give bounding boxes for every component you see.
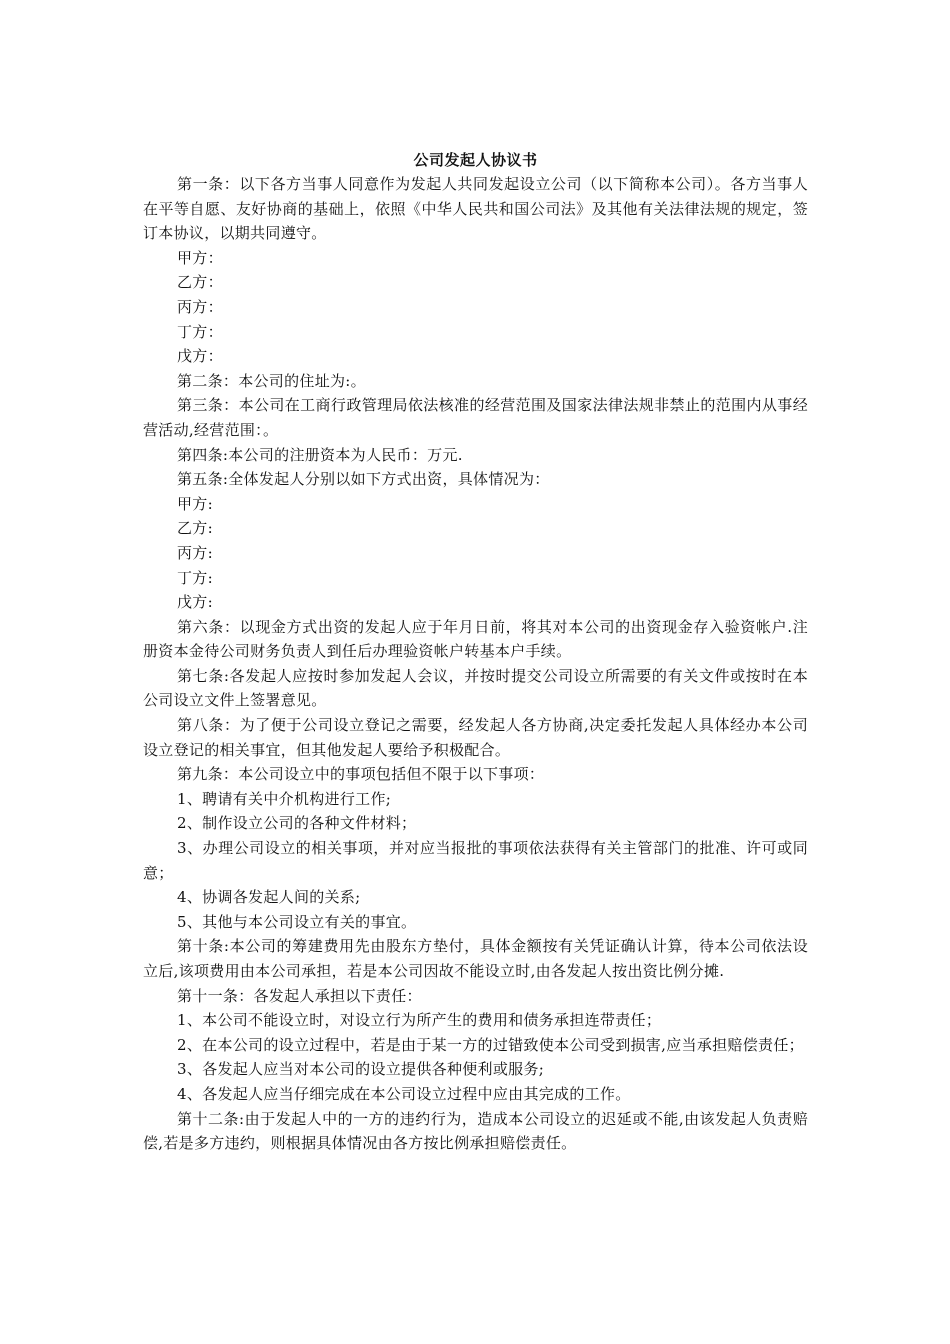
contribution-party-e: 戊方: <box>177 593 213 612</box>
contribution-party-a: 甲方: <box>177 494 213 513</box>
party-e: 戊方： <box>177 347 223 366</box>
clause-9-item-4: 4、协调各发起人间的关系; <box>177 888 361 907</box>
clause-11: 第十一条：各发起人承担以下责任： <box>177 986 422 1005</box>
clause-5: 第五条:全体发起人分别以如下方式出资，具体情况为： <box>177 470 550 489</box>
clause-12: 第十二条:由于发起人中的一方的违约行为，造成本公司设立的迟延或不能,由该发起人负责赔偿,若是多方违约，则根据具体情况由各方按比例承担赔偿责任。 <box>143 1109 808 1153</box>
clause-9-item-3: 3、办理公司设立的相关事项，并对应当报批的事项依法获得有关主管部门的批准、许可或同意； <box>143 839 808 882</box>
clause-2: 第二条：本公司的住址为:。 <box>177 371 366 390</box>
contribution-party-c: 丙方: <box>177 543 213 562</box>
clause-11-item-2: 2、在本公司的设立过程中，若是由于某一方的过错致使本公司受到损害,应当承担赔偿责任； <box>177 1035 804 1054</box>
clause-9-item-5: 5、其他与本公司设立有关的事宜。 <box>177 912 417 931</box>
clause-6: 第六条：以现金方式出资的发起人应于年月日前，将其对本公司的出资现金存入验资帐户.注册资本金待公司财务负责人到任后办理验资帐户转基本户手续。 <box>143 617 808 661</box>
clause-9: 第九条：本公司设立中的事项包括但不限于以下事项： <box>177 765 545 784</box>
clause-1: 第一条：以下各方当事人同意作为发起人共同发起设立公司（以下简称本公司）。各方当事人在平等自愿、友好协商的基础上，依照《中华人民共和国公司法》及其他有关法律法规的规定，签订本协议，以期共同遵守。 <box>143 175 808 243</box>
clause-3: 第三条：本公司在工商行政管理局依法核准的经营范围及国家法律法规非禁止的范围内从事经营活动,经营范围：。 <box>143 396 808 439</box>
party-b: 乙方： <box>177 273 223 292</box>
clause-10: 第十条:本公司的筹建费用先由股东方垫付，具体金额按有关凭证确认计算，待本公司依法设立后,该项费用由本公司承担，若是本公司因故不能设立时,由各发起人按出资比例分摊. <box>143 937 808 980</box>
document-title: 公司发起人协议书 <box>413 151 538 169</box>
clause-11-item-4: 4、各发起人应当仔细完成在本公司设立过程中应由其完成的工作。 <box>177 1084 631 1103</box>
clause-4: 第四条:本公司的注册资本为人民币：万元. <box>177 445 463 464</box>
contribution-party-d: 丁方: <box>177 568 213 587</box>
clause-9-item-1: 1、聘请有关中介机构进行工作; <box>177 789 392 808</box>
clause-8: 第八条：为了便于公司设立登记之需要，经发起人各方协商,决定委托发起人具体经办本公司设立登记的相关事宜，但其他发起人要给予积极配合。 <box>143 716 808 759</box>
clause-9-item-2: 2、制作设立公司的各种文件材料； <box>177 814 417 833</box>
clause-7: 第七条:各发起人应按时参加发起人会议，并按时提交公司设立所需要的有关文件或按时在本公司设立文件上签署意见。 <box>143 666 808 710</box>
party-d: 丁方： <box>177 322 223 341</box>
clause-11-item-1: 1、本公司不能设立时，对设立行为所产生的费用和债务承担连带责任； <box>177 1011 662 1030</box>
party-a: 甲方： <box>177 248 223 267</box>
clause-11-item-3: 3、各发起人应当对本公司的设立提供各种便利或服务; <box>177 1060 545 1079</box>
document-body <box>143 148 808 1156</box>
contribution-party-b: 乙方: <box>177 519 213 538</box>
party-c: 丙方： <box>177 297 223 316</box>
